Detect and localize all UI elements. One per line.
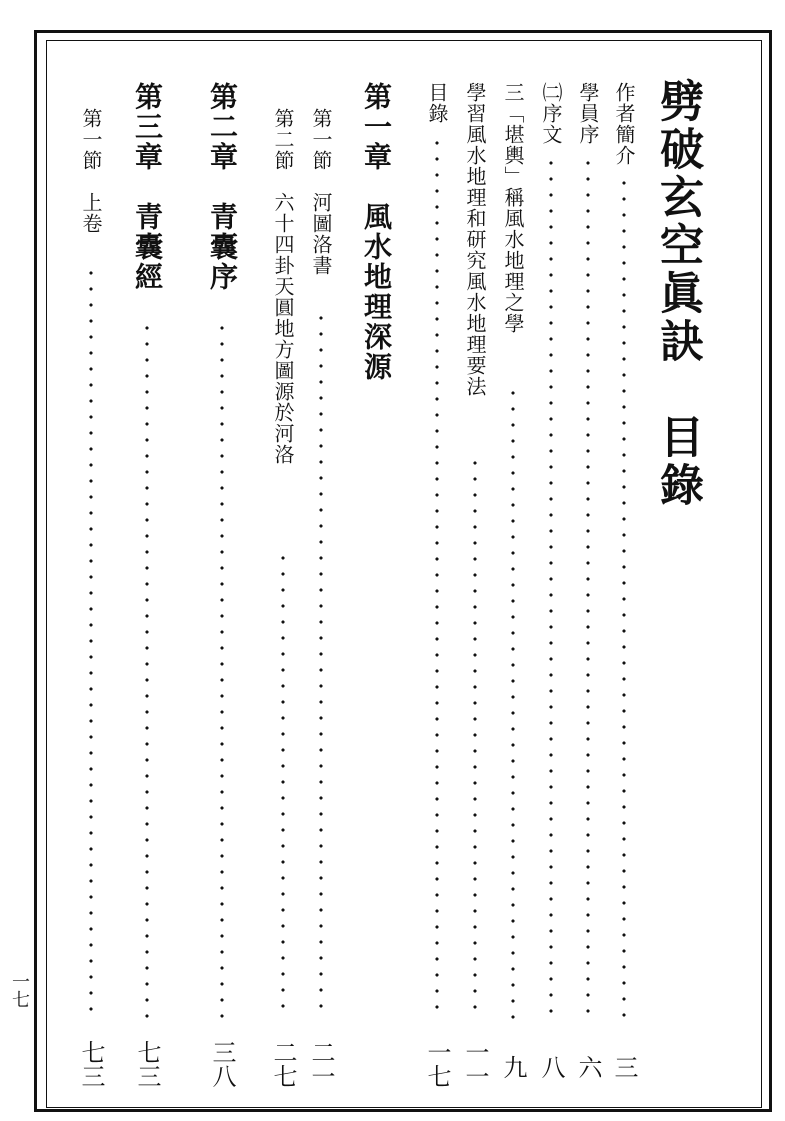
toc-entry-hetu-luoshu: 第一節 河圖洛書 <box>309 108 333 276</box>
page-number: 一七 <box>423 1040 451 1088</box>
page-title: 劈破玄空眞訣 目錄 <box>652 78 703 510</box>
leader-dots <box>586 155 590 1020</box>
page-number: 九 <box>499 1055 527 1079</box>
page-number: 二七 <box>269 1040 297 1088</box>
leader-dots <box>220 320 224 1020</box>
page-number: 六 <box>574 1055 602 1079</box>
toc-entry-students-preface: 學員序 <box>576 82 600 145</box>
chapter-2-heading: 第二章 青囊序 <box>206 82 239 292</box>
leader-dots <box>549 155 553 1020</box>
page-number: 七三 <box>77 1040 105 1088</box>
leader-dots <box>145 320 149 1020</box>
toc-entry-kanyu: 三「堪輿」稱風水地理之學 <box>501 82 525 334</box>
leader-dots <box>511 385 515 1020</box>
toc-entry-contents: 目錄 <box>425 82 449 124</box>
leader-dots <box>319 310 323 1020</box>
toc-entry-study-methods: 學習風水地理和研究風水地理要法 <box>463 82 487 397</box>
page-number: 三 <box>610 1055 638 1079</box>
leader-dots <box>281 550 285 1020</box>
page-number: 二一 <box>307 1040 335 1088</box>
page-number: 三八 <box>208 1040 236 1088</box>
toc-entry-upper-volume: 第一節 上卷 <box>79 108 103 234</box>
side-page-number: 一七 <box>9 972 30 1008</box>
leader-dots <box>473 455 477 1020</box>
page-number: 七三 <box>133 1040 161 1088</box>
leader-dots <box>89 265 93 1020</box>
page-number: 八 <box>537 1055 565 1079</box>
leader-dots <box>435 135 439 1020</box>
chapter-1-heading: 第一章 風水地理深源 <box>360 82 393 382</box>
chapter-3-heading: 第三章 青囊經 <box>131 82 164 292</box>
leader-dots <box>622 175 626 1020</box>
toc-entry-author: 作者簡介 <box>612 82 636 166</box>
page-number: 一一 <box>461 1040 489 1088</box>
toc-entry-preface: ㈡序文 <box>539 82 563 145</box>
toc-entry-64-hexagrams: 第二節 六十四卦天圓地方圖源於河洛 <box>271 108 295 465</box>
